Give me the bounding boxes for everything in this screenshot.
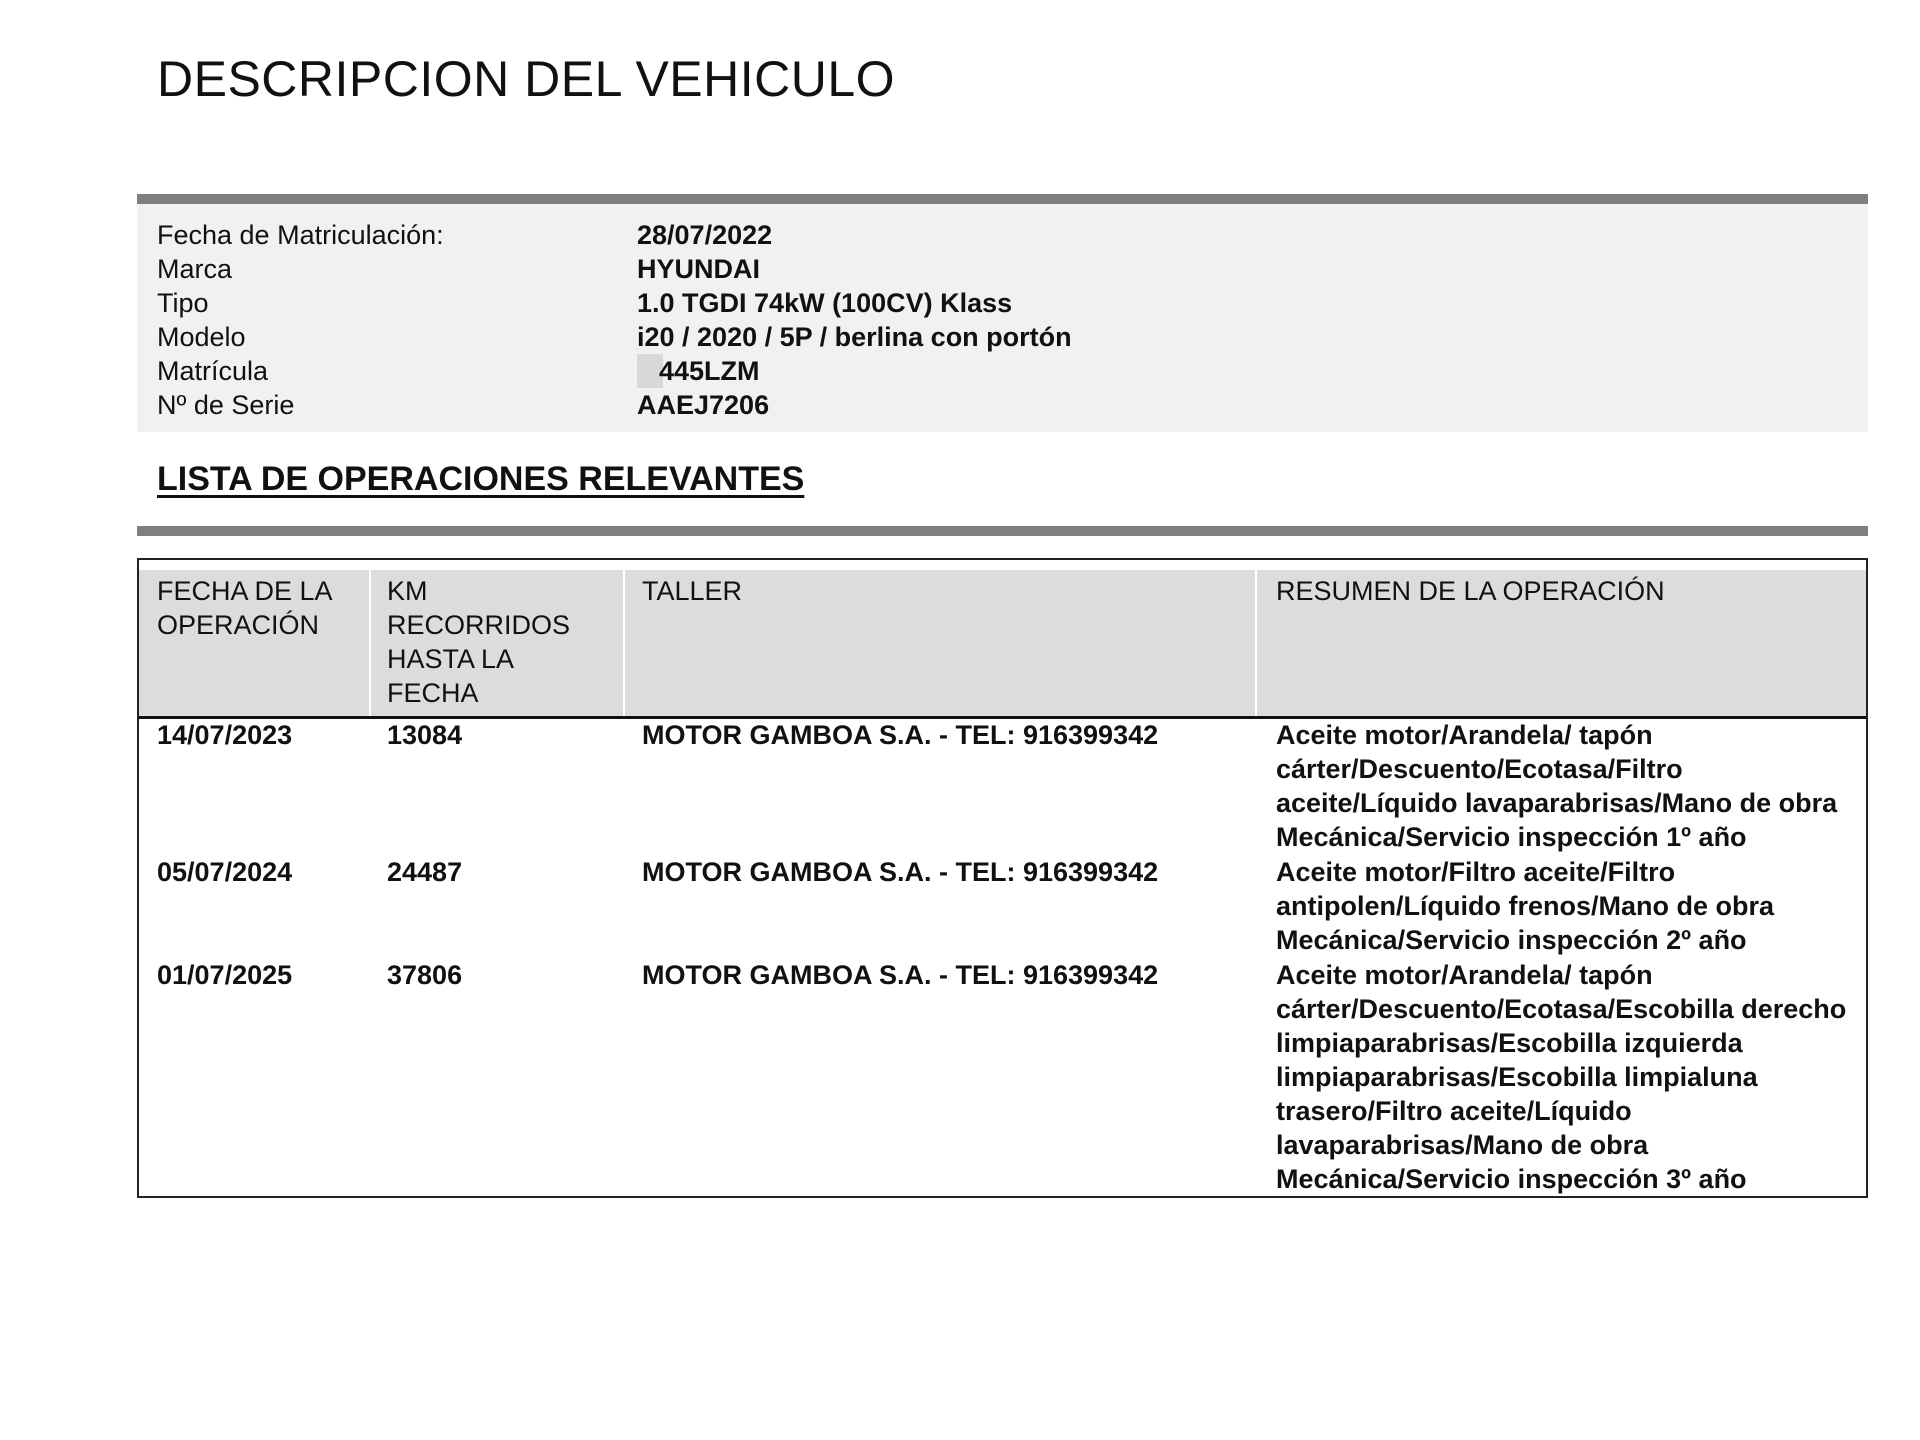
cell-km: 37806 [387, 960, 463, 990]
cell-workshop: MOTOR GAMBOA S.A. - TEL: 916399342 [642, 857, 1159, 887]
cell-km: 24487 [387, 857, 463, 887]
section-title: LISTA DE OPERACIONES RELEVANTES [157, 460, 805, 498]
vehicle-value: AAEJ7206 [637, 390, 770, 420]
table-header [139, 570, 1866, 719]
vehicle-value: HYUNDAI [637, 254, 761, 284]
column-separator [369, 570, 371, 716]
plate-number: 445LZM [659, 356, 760, 386]
cell-date: 01/07/2025 [157, 960, 293, 990]
vehicle-label: Modelo [157, 322, 246, 352]
cell-workshop: MOTOR GAMBOA S.A. - TEL: 916399342 [642, 720, 1159, 750]
cell-workshop: MOTOR GAMBOA S.A. - TEL: 916399342 [642, 960, 1159, 990]
vehicle-label: Marca [157, 254, 233, 284]
header-date: FECHA DE LA OPERACIÓN [157, 576, 333, 640]
vehicle-info-panel [137, 204, 1868, 432]
header-km: KM RECORRIDOS HASTA LA FECHA [387, 576, 571, 708]
vehicle-label: Tipo [157, 288, 209, 318]
cell-date: 14/07/2023 [157, 720, 293, 750]
vehicle-label: Fecha de Matriculación: [157, 220, 444, 250]
divider [137, 194, 1868, 204]
vehicle-value: 1.0 TGDI 74kW (100CV) Klass [637, 288, 1013, 318]
vehicle-label: Matrícula [157, 356, 269, 386]
vehicle-value-plate [637, 354, 760, 388]
vehicle-value: i20 / 2020 / 5P / berlina con portón [637, 322, 1072, 352]
header-workshop: TALLER [642, 576, 743, 606]
cell-summary: Aceite motor/Arandela/ tapón cárter/Descuento/Ecotasa/Filtro aceite/Líquido lavaparabrisas/Mano de obra Mecánica/Servicio inspección 1º año [1276, 720, 1838, 852]
cell-date: 05/07/2024 [157, 857, 293, 887]
cell-km: 13084 [387, 720, 463, 750]
operations-table [137, 558, 1868, 1198]
page-title: DESCRIPCION DEL VEHICULO [157, 51, 896, 107]
cell-summary: Aceite motor/Arandela/ tapón cárter/Descuento/Ecotasa/Escobilla derecho limpiaparabrisas/Escobilla izquierda limpiaparabrisas/Escobilla limpialuna trasero/Filtro aceite/Líquido lavaparabrisas/Mano de obra Mecánica/Servicio inspección 3º año [1276, 960, 1847, 1194]
column-separator [623, 570, 625, 716]
divider [137, 526, 1868, 536]
vehicle-label: Nº de Serie [157, 390, 295, 420]
cell-summary: Aceite motor/Filtro aceite/Filtro antipolen/Líquido frenos/Mano de obra Mecánica/Servicio inspección 2º año [1276, 857, 1774, 955]
column-separator [1255, 570, 1257, 716]
header-summary: RESUMEN DE LA OPERACIÓN [1276, 576, 1665, 606]
vehicle-value: 28/07/2022 [637, 220, 773, 250]
